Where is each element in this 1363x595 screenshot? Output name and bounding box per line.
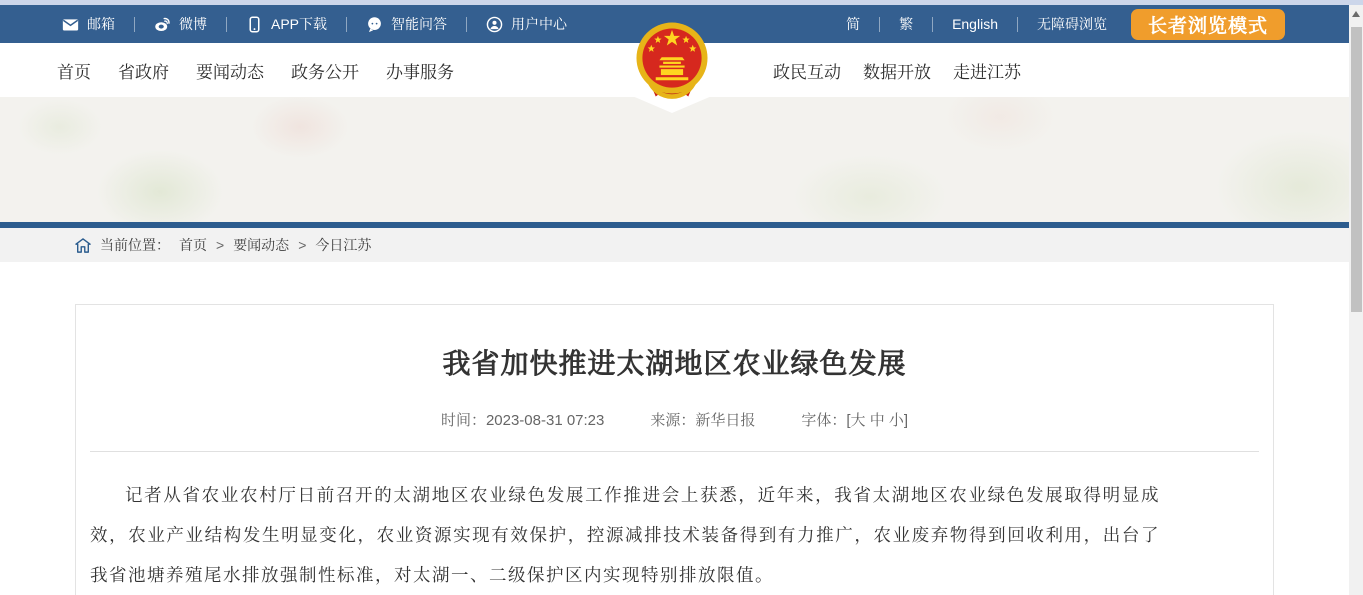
mail-icon	[62, 16, 79, 33]
font-size-switcher[interactable]: 字体：[大 中 小]	[801, 412, 909, 429]
weibo-icon	[154, 16, 171, 33]
home-icon	[75, 238, 91, 253]
nav-item-news[interactable]: 要闻动态	[196, 62, 264, 82]
topbar-link-user-center[interactable]	[486, 14, 567, 34]
national-emblem-icon	[635, 21, 709, 101]
topbar-link-label: 用户中心	[511, 16, 568, 32]
elder-mode-button[interactable]: 长者浏览模式	[1131, 9, 1285, 40]
content-area	[0, 262, 1349, 595]
topbar-link-mail[interactable]	[62, 14, 115, 34]
scroll-up-arrow-icon	[1352, 11, 1360, 17]
topbar-link-smart-qa[interactable]	[366, 14, 447, 34]
scrollbar-thumb[interactable]	[1351, 27, 1362, 312]
topbar-link-app-download[interactable]	[246, 14, 327, 34]
topbar-left-links	[62, 14, 567, 34]
accessibility-link[interactable]: 无障碍浏览	[1036, 16, 1107, 32]
article-meta	[76, 409, 1273, 430]
topbar-link-label: 微博	[179, 16, 207, 32]
breadcrumb-separator: >	[298, 237, 307, 253]
breadcrumb-item-news[interactable]: 要闻动态	[233, 237, 290, 253]
divider	[346, 17, 347, 32]
nav-item-gov-affairs[interactable]: 政务公开	[291, 62, 359, 82]
scrollbar-up-button[interactable]	[1349, 5, 1363, 22]
nav-item-provincial-gov[interactable]: 省政府	[118, 62, 169, 82]
article-title: 我省加快推进太湖地区农业绿色发展	[442, 348, 907, 379]
topbar-link-weibo[interactable]	[154, 14, 207, 34]
article-paragraph: 记者从省农业农村厅日前召开的太湖地区农业绿色发展工作推进会上获悉，近年来，我省太湖地区农业绿色发展取得明显成效，农业产业结构发生明显变化，农业资源实现有效保护，控源减排技术装备得到有力推广，农业废弃物得到回收利用，出台了我省池塘养殖尾水排放强制性标准，对太湖一、二级保护区内实现特别排放限值。	[90, 485, 1160, 585]
topbar-right-links	[846, 9, 1349, 40]
nav-right-menu	[773, 43, 1021, 97]
chat-icon	[366, 16, 383, 33]
article-source: 来源：新华日报	[650, 412, 756, 429]
nav-item-open-data[interactable]: 数据开放	[863, 62, 931, 82]
nav-left-menu	[57, 43, 454, 97]
lang-simplified[interactable]: 简	[846, 16, 861, 32]
divider	[466, 17, 467, 32]
breadcrumb-separator: >	[216, 237, 225, 253]
article-time: 时间：2023-08-31 07:23	[440, 412, 605, 429]
meta-divider	[90, 451, 1259, 452]
divider	[1017, 17, 1018, 32]
scrollbar-track[interactable]	[1349, 5, 1363, 595]
topbar-link-label: 智能问答	[391, 16, 448, 32]
phone-icon	[246, 16, 263, 33]
divider	[932, 17, 933, 32]
lang-traditional[interactable]: 繁	[899, 16, 914, 32]
breadcrumb-item-home[interactable]: 首页	[179, 237, 207, 253]
nav-item-interaction[interactable]: 政民互动	[773, 62, 841, 82]
divider	[879, 17, 880, 32]
topbar-link-label: APP下载	[271, 16, 328, 32]
article-card	[75, 304, 1274, 595]
topbar-link-label: 邮箱	[87, 16, 115, 32]
nav-item-about-jiangsu[interactable]: 走进江苏	[953, 62, 1021, 82]
divider	[134, 17, 135, 32]
user-icon	[486, 16, 503, 33]
nav-item-home[interactable]: 首页	[57, 62, 91, 82]
banner	[0, 97, 1349, 222]
divider	[226, 17, 227, 32]
breadcrumb-item-today-jiangsu[interactable]: 今日江苏	[315, 237, 372, 253]
lang-english[interactable]: English	[952, 16, 998, 32]
breadcrumb	[0, 228, 1349, 262]
nav-item-services[interactable]: 办事服务	[386, 62, 454, 82]
breadcrumb-label: 当前位置：	[100, 237, 170, 253]
